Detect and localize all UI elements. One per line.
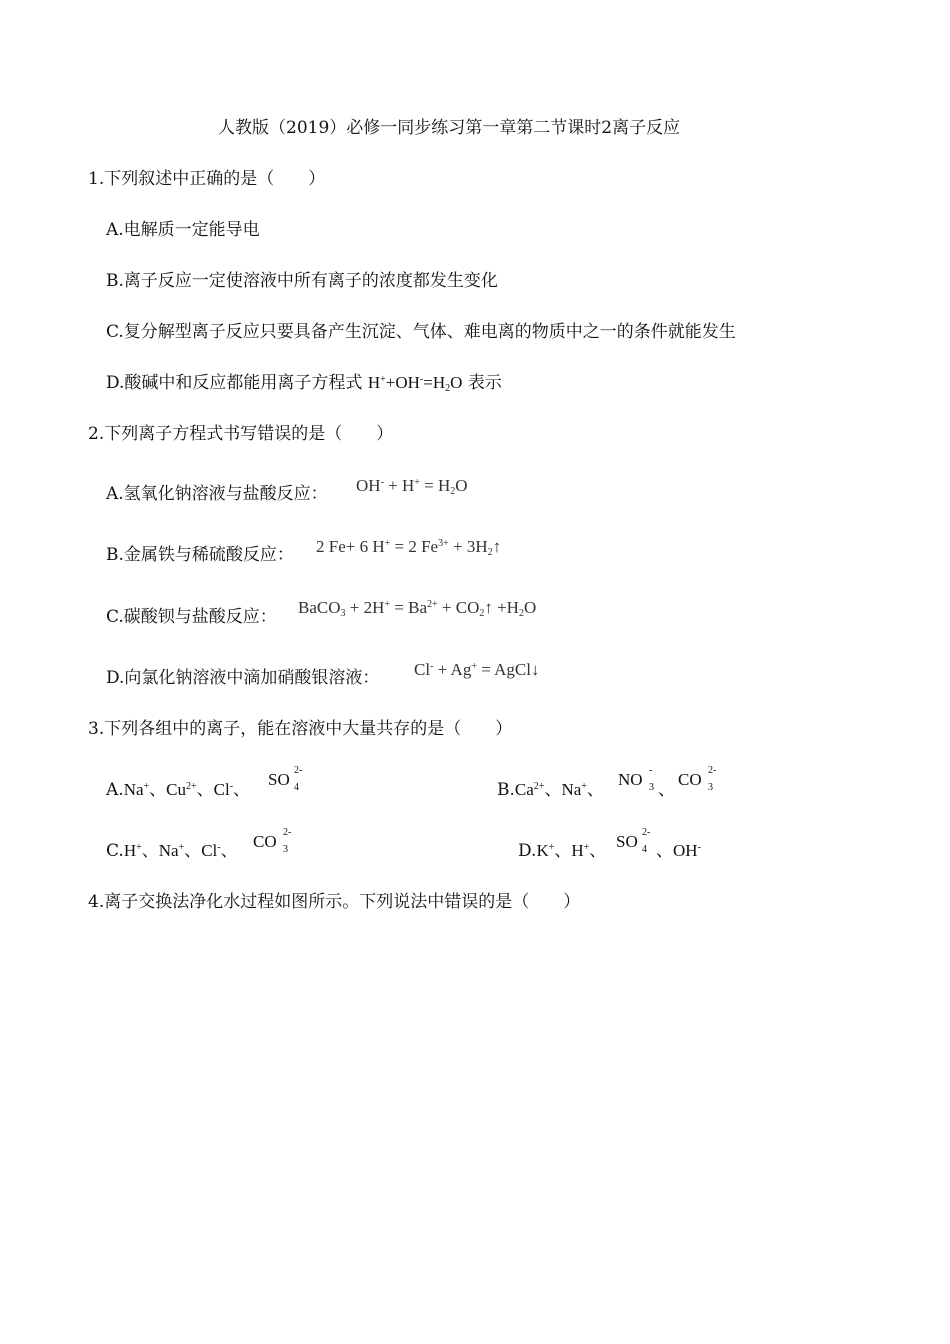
equation-2d: Cl- + Ag+ = AgCl↓ — [414, 660, 540, 679]
question-3-option-b-sep: 、 — [658, 780, 675, 800]
question-1-option-a: A.电解质一定能导电 — [106, 220, 260, 240]
ion-sulfate-d: SO 2- 4 — [616, 827, 651, 855]
question-1-option-d-tail: 表示 — [467, 373, 502, 393]
question-3-option-a: A.Na+、$Cu^{2+}$、Cl-、 — [106, 780, 251, 800]
question-1-stem: 1.下列叙述中正确的是（ ） — [88, 169, 326, 189]
question-2-option-c: C.碳酸钡与盐酸反应： — [106, 607, 277, 627]
question-3-stem: 3.下列各组中的离子，能在溶液中大量共存的是（ ） — [88, 719, 513, 739]
question-1-option-c: C.复分解型离子反应只要具备产生沉淀、气体、难电离的物质中之一的条件就能发生 — [106, 322, 736, 342]
page-title: 人教版（2019）必修一同步练习第一章第二节课时2离子反应 — [218, 118, 681, 138]
ion-nitrate-b: NO - 3 — [618, 765, 654, 793]
question-3-option-d: D.K+、H+、 — [518, 841, 607, 861]
question-2-option-d: D.向氯化钠溶液中滴加硝酸银溶液： — [106, 668, 380, 688]
question-3-option-c: C.H+、Na+、Cl-、 — [106, 841, 238, 861]
question-3-option-d-tail: 、OH- — [656, 841, 701, 861]
question-2-option-a: A.氢氧化钠溶液与盐酸反应： — [106, 484, 328, 504]
question-2-stem: 2.下列离子方程式书写错误的是（ ） — [88, 424, 394, 444]
equation-2b: 2 Fe+ 6 H+ = 2 $Fe^{3+}$ + $3H_2↑$ — [316, 537, 502, 558]
neutralization-equation: $H^++OH^-=H_2O$ — [367, 373, 463, 394]
ion-sulfate-a: SO 2- 4 — [268, 765, 303, 793]
ion-carbonate-b: CO 2- 3 — [678, 765, 717, 793]
question-1-option-d-text: D.酸碱中和反应都能用离子方程式 — [106, 373, 363, 393]
question-4-stem: 4.离子交换法净化水过程如图所示。下列说法中错误的是（ ） — [88, 892, 581, 912]
equation-2c: BaCO$_3$ + $2H^+ = Ba^{2+}$ + $CO_2↑ +H_2O$ — [298, 598, 537, 619]
equation-2a: $OH^- + H^+ = H_2O$ — [356, 476, 468, 497]
question-1-option-b: B.离子反应一定使溶液中所有离子的浓度都发生变化 — [106, 271, 498, 291]
question-1-option-d — [106, 373, 502, 393]
question-3-option-b: $B.Ca^{2+}$、Na+、 — [497, 780, 604, 800]
question-2-option-b: B.金属铁与稀硫酸反应： — [106, 545, 294, 565]
ion-carbonate-c: CO 2- 3 — [253, 827, 292, 855]
